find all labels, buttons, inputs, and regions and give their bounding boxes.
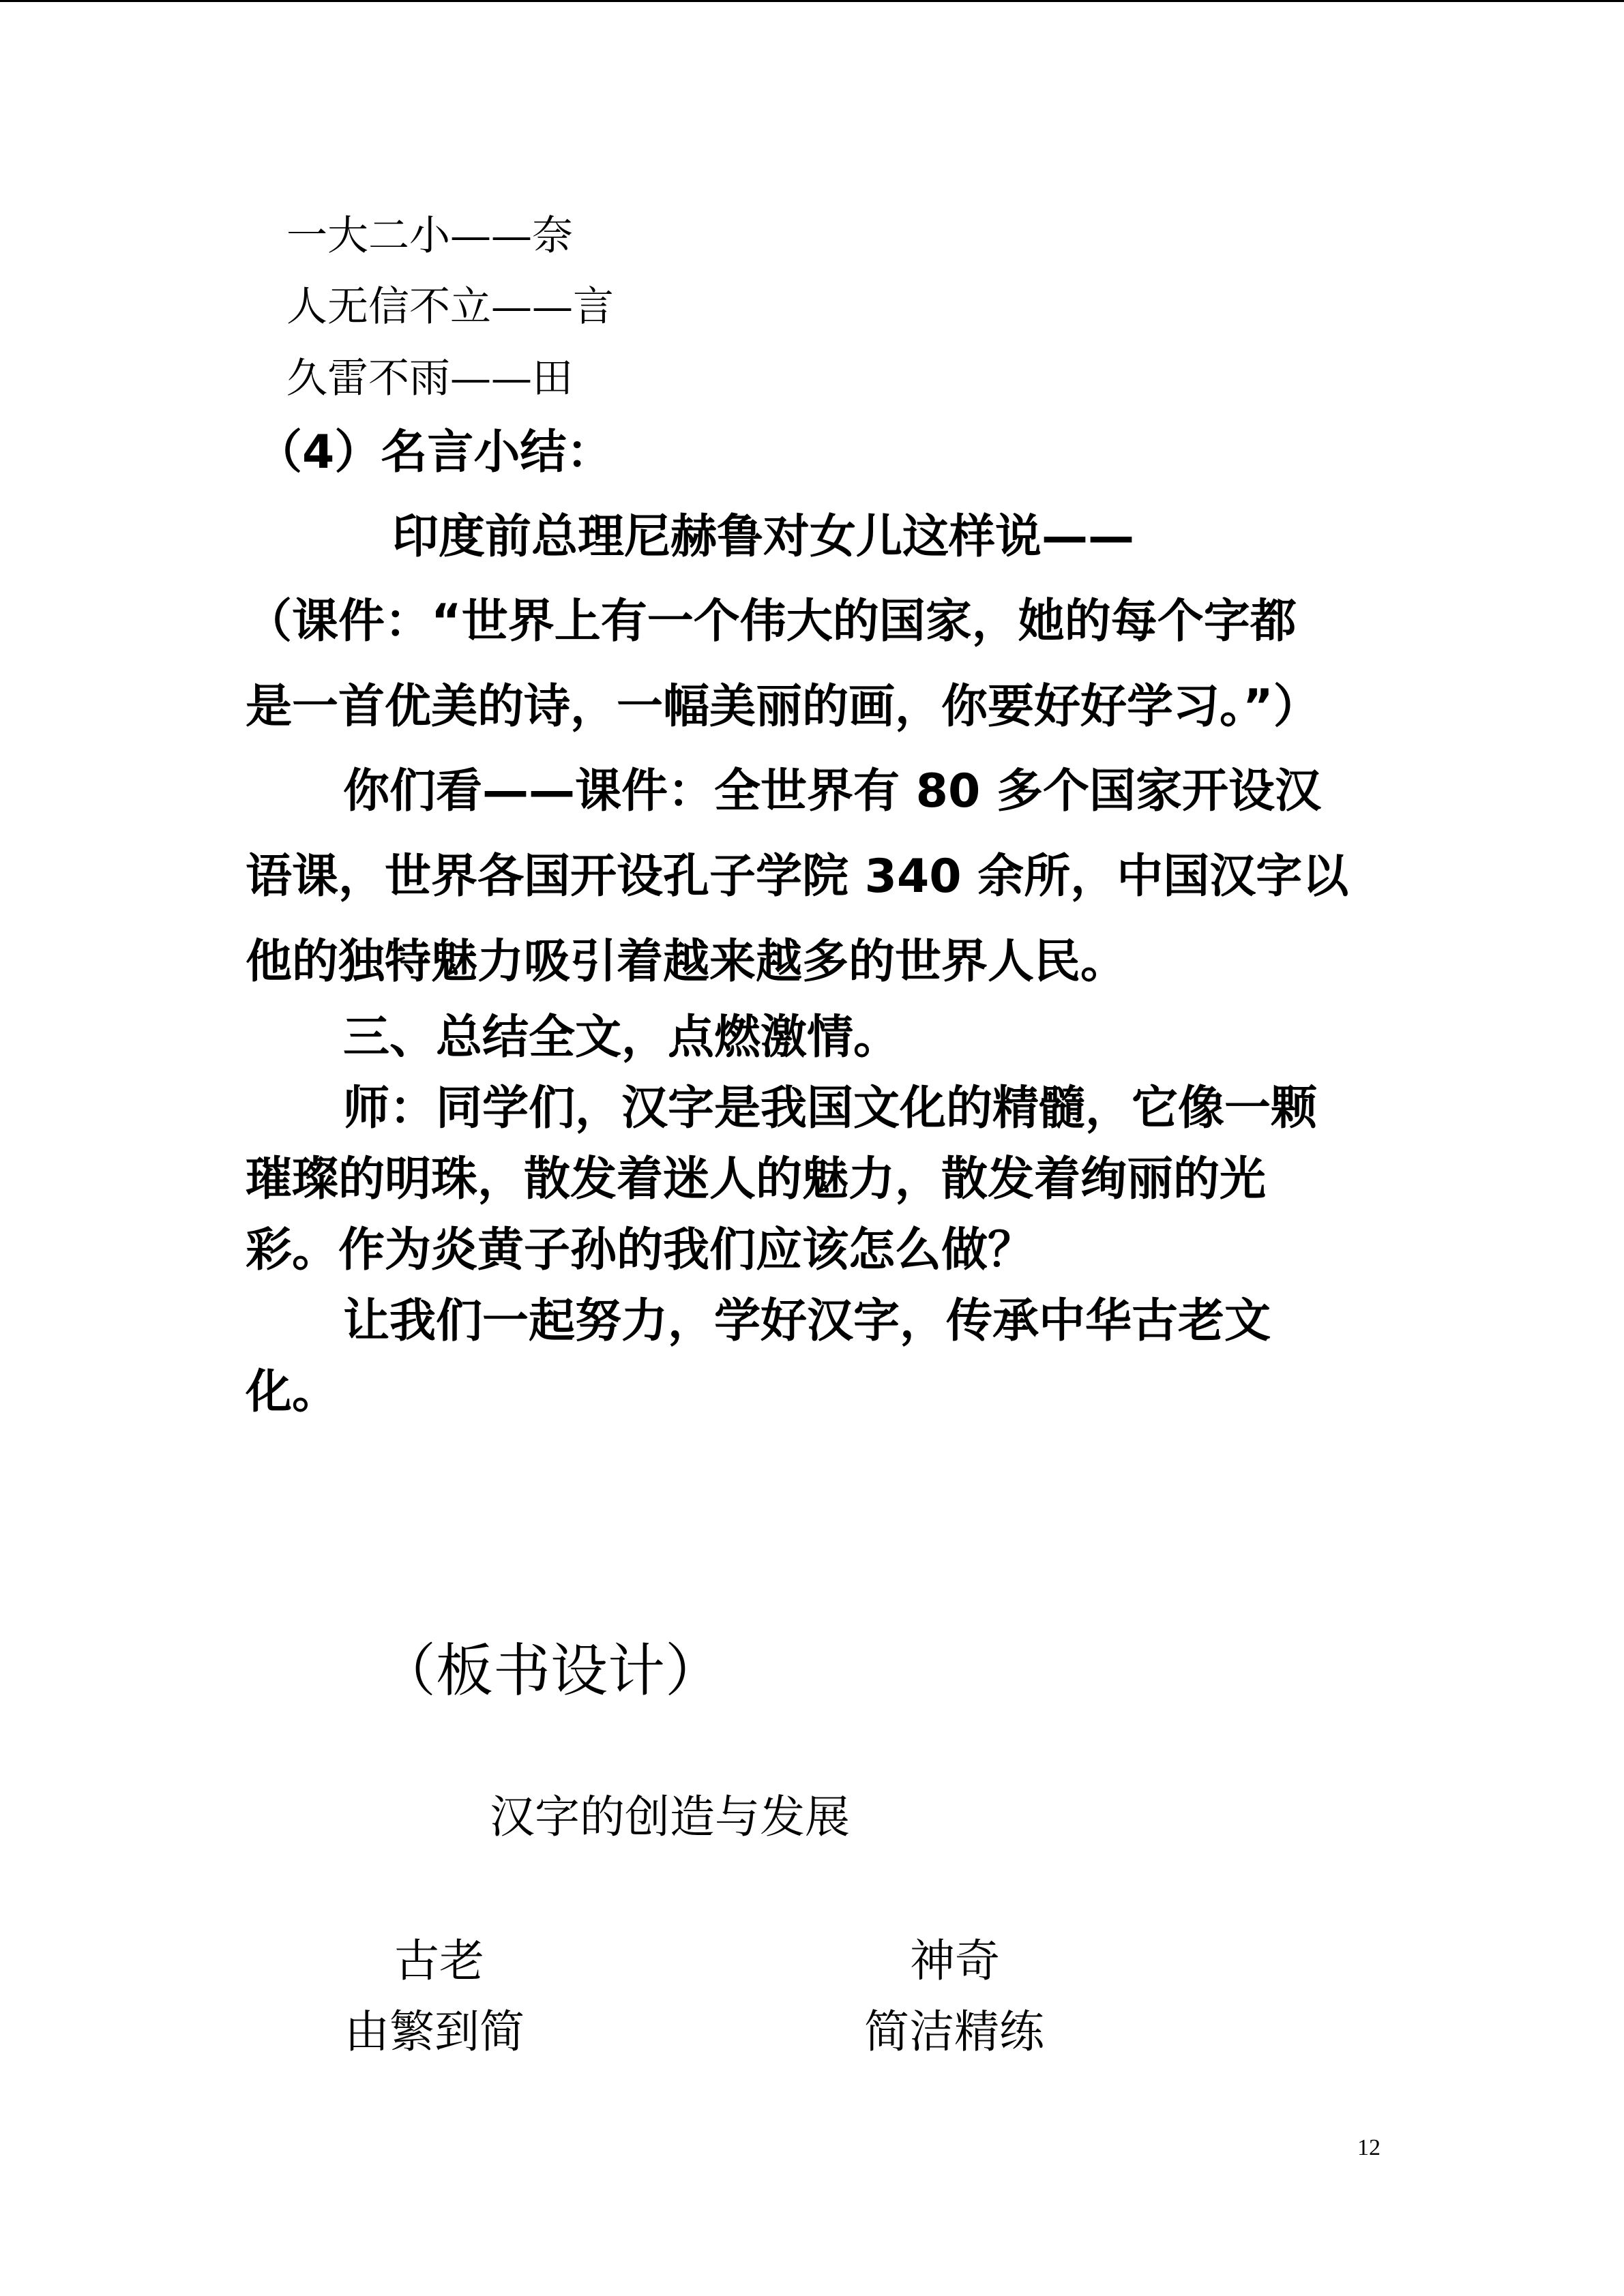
quote-line: （课件：“世界上有一个伟大的国家，她的每个字都	[246, 595, 1297, 648]
paragraph-line: 彩。作为炎黄子孙的我们应该怎么做？	[246, 1223, 1035, 1277]
page-number: 12	[1357, 2135, 1381, 2160]
board-keyword: 古老	[394, 1935, 484, 1987]
board-design-title: （板书设计）	[379, 1637, 723, 1704]
paragraph-line: 你们看——课件：全世界有 80 多个国家开设汉	[343, 764, 1321, 818]
summary-heading: 三、总结全文，点燃激情。	[343, 1011, 900, 1064]
paragraph-line: 化。	[246, 1365, 339, 1419]
paragraph-line: 他的独特魅力吸引着越来越多的世界人民。	[246, 935, 1127, 989]
paragraph-line: 语课，世界各国开设孔子学院 340 余所，中国汉字以	[246, 850, 1349, 904]
board-keyword: 神奇	[910, 1935, 1000, 1987]
board-keyword: 由繁到简	[344, 2006, 525, 2058]
quote-line: 是一首优美的诗，一幅美丽的画，你要好好学习。”）	[246, 680, 1320, 734]
paragraph-line: 师：同学们，汉字是我国文化的精髓，它像一颗	[343, 1082, 1318, 1135]
board-keyword: 简洁精练	[864, 2006, 1044, 2058]
quote-intro: 印度前总理尼赫鲁对女儿这样说——	[392, 510, 1135, 564]
paragraph-line: 让我们一起努力，学好汉字，传承中华古老文	[343, 1294, 1271, 1348]
riddle-line: 一大二小——奈	[286, 212, 573, 260]
paragraph-line: 璀璨的明珠，散发着迷人的魅力，散发着绚丽的光	[246, 1152, 1267, 1206]
riddle-line: 久雷不雨——田	[286, 355, 573, 402]
riddle-line: 人无信不立——言	[286, 283, 614, 331]
top-border-line	[0, 0, 1624, 2]
section-heading: （4）名言小结：	[256, 426, 613, 479]
board-design-heading: 汉字的创造与发展	[490, 1791, 850, 1843]
